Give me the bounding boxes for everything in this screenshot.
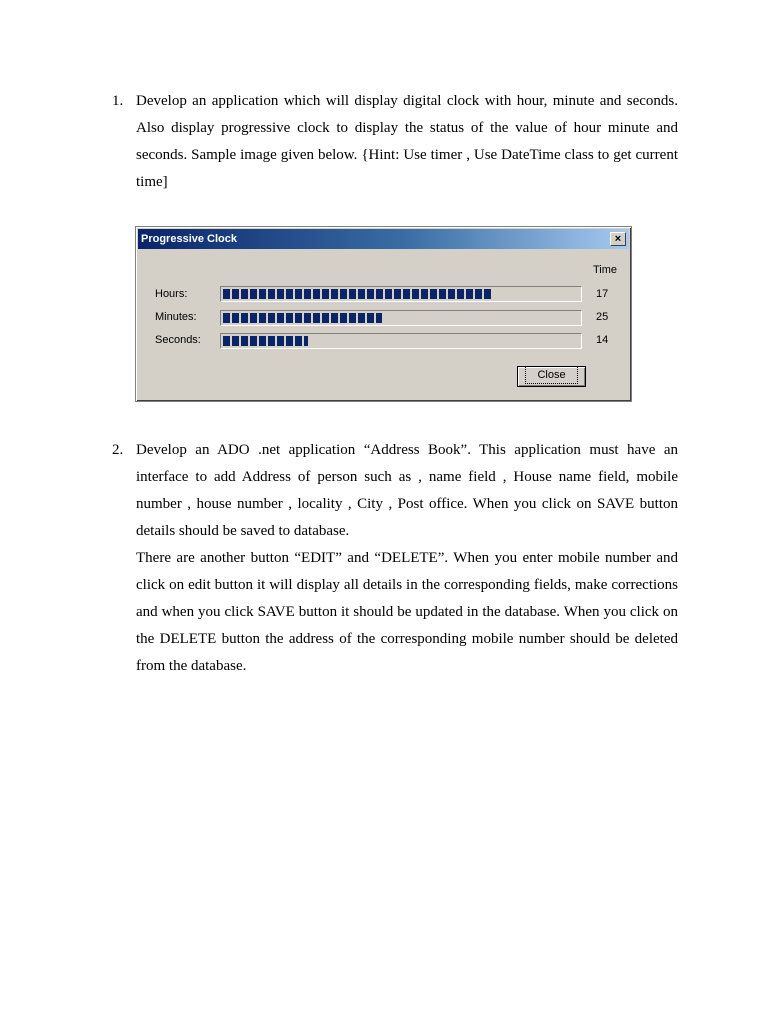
seconds-progress-bar	[220, 333, 582, 349]
minutes-value: 25	[596, 311, 609, 323]
minutes-progress-bar	[220, 310, 582, 326]
progressive-clock-dialog	[135, 226, 632, 402]
item-text: Develop an ADO .net application “Address Book”. This application must have an interface to add Address of person such as , name field , House name field, mobile number , house number , locality , City , Post office. When you click on SAVE button details should be saved to database.	[136, 442, 678, 539]
hours-label: Hours:	[155, 288, 188, 300]
hours-progress-fill	[223, 289, 491, 299]
item-text-continued: There are another button “EDIT” and “DELETE”. When you enter mobile number and click on edit button it will display all details in the corresponding fields, make corrections and when you click SAVE button it should be updated in the database. When you click on the DELETE button the address of the corresponding mobile number should be deleted from the database.	[136, 550, 678, 674]
list-item-2	[112, 437, 678, 680]
item-text: Develop an application which will display digital clock with hour, minute and seconds. Also display progressive clock to display the status of the value of hour minute and seconds. Sample image given below. {Hint: Use timer , Use DateTime class to get current time]	[136, 93, 678, 190]
minutes-label: Minutes:	[155, 311, 197, 323]
close-button-label: Close	[527, 368, 575, 382]
seconds-progress-fill	[223, 336, 308, 346]
seconds-label: Seconds:	[155, 334, 201, 346]
seconds-value: 14	[596, 334, 609, 346]
dialog-titlebar	[138, 229, 629, 249]
item-number: 1.	[112, 93, 124, 109]
dialog-title: Progressive Clock	[141, 233, 237, 245]
close-button[interactable]	[517, 366, 586, 387]
close-icon[interactable]: ×	[610, 232, 626, 246]
time-header: Time	[593, 264, 618, 276]
hours-progress-bar	[220, 286, 582, 302]
list-item-1	[112, 88, 678, 196]
hours-value: 17	[596, 288, 609, 300]
item-number: 2.	[112, 442, 124, 458]
minutes-progress-fill	[223, 313, 382, 323]
